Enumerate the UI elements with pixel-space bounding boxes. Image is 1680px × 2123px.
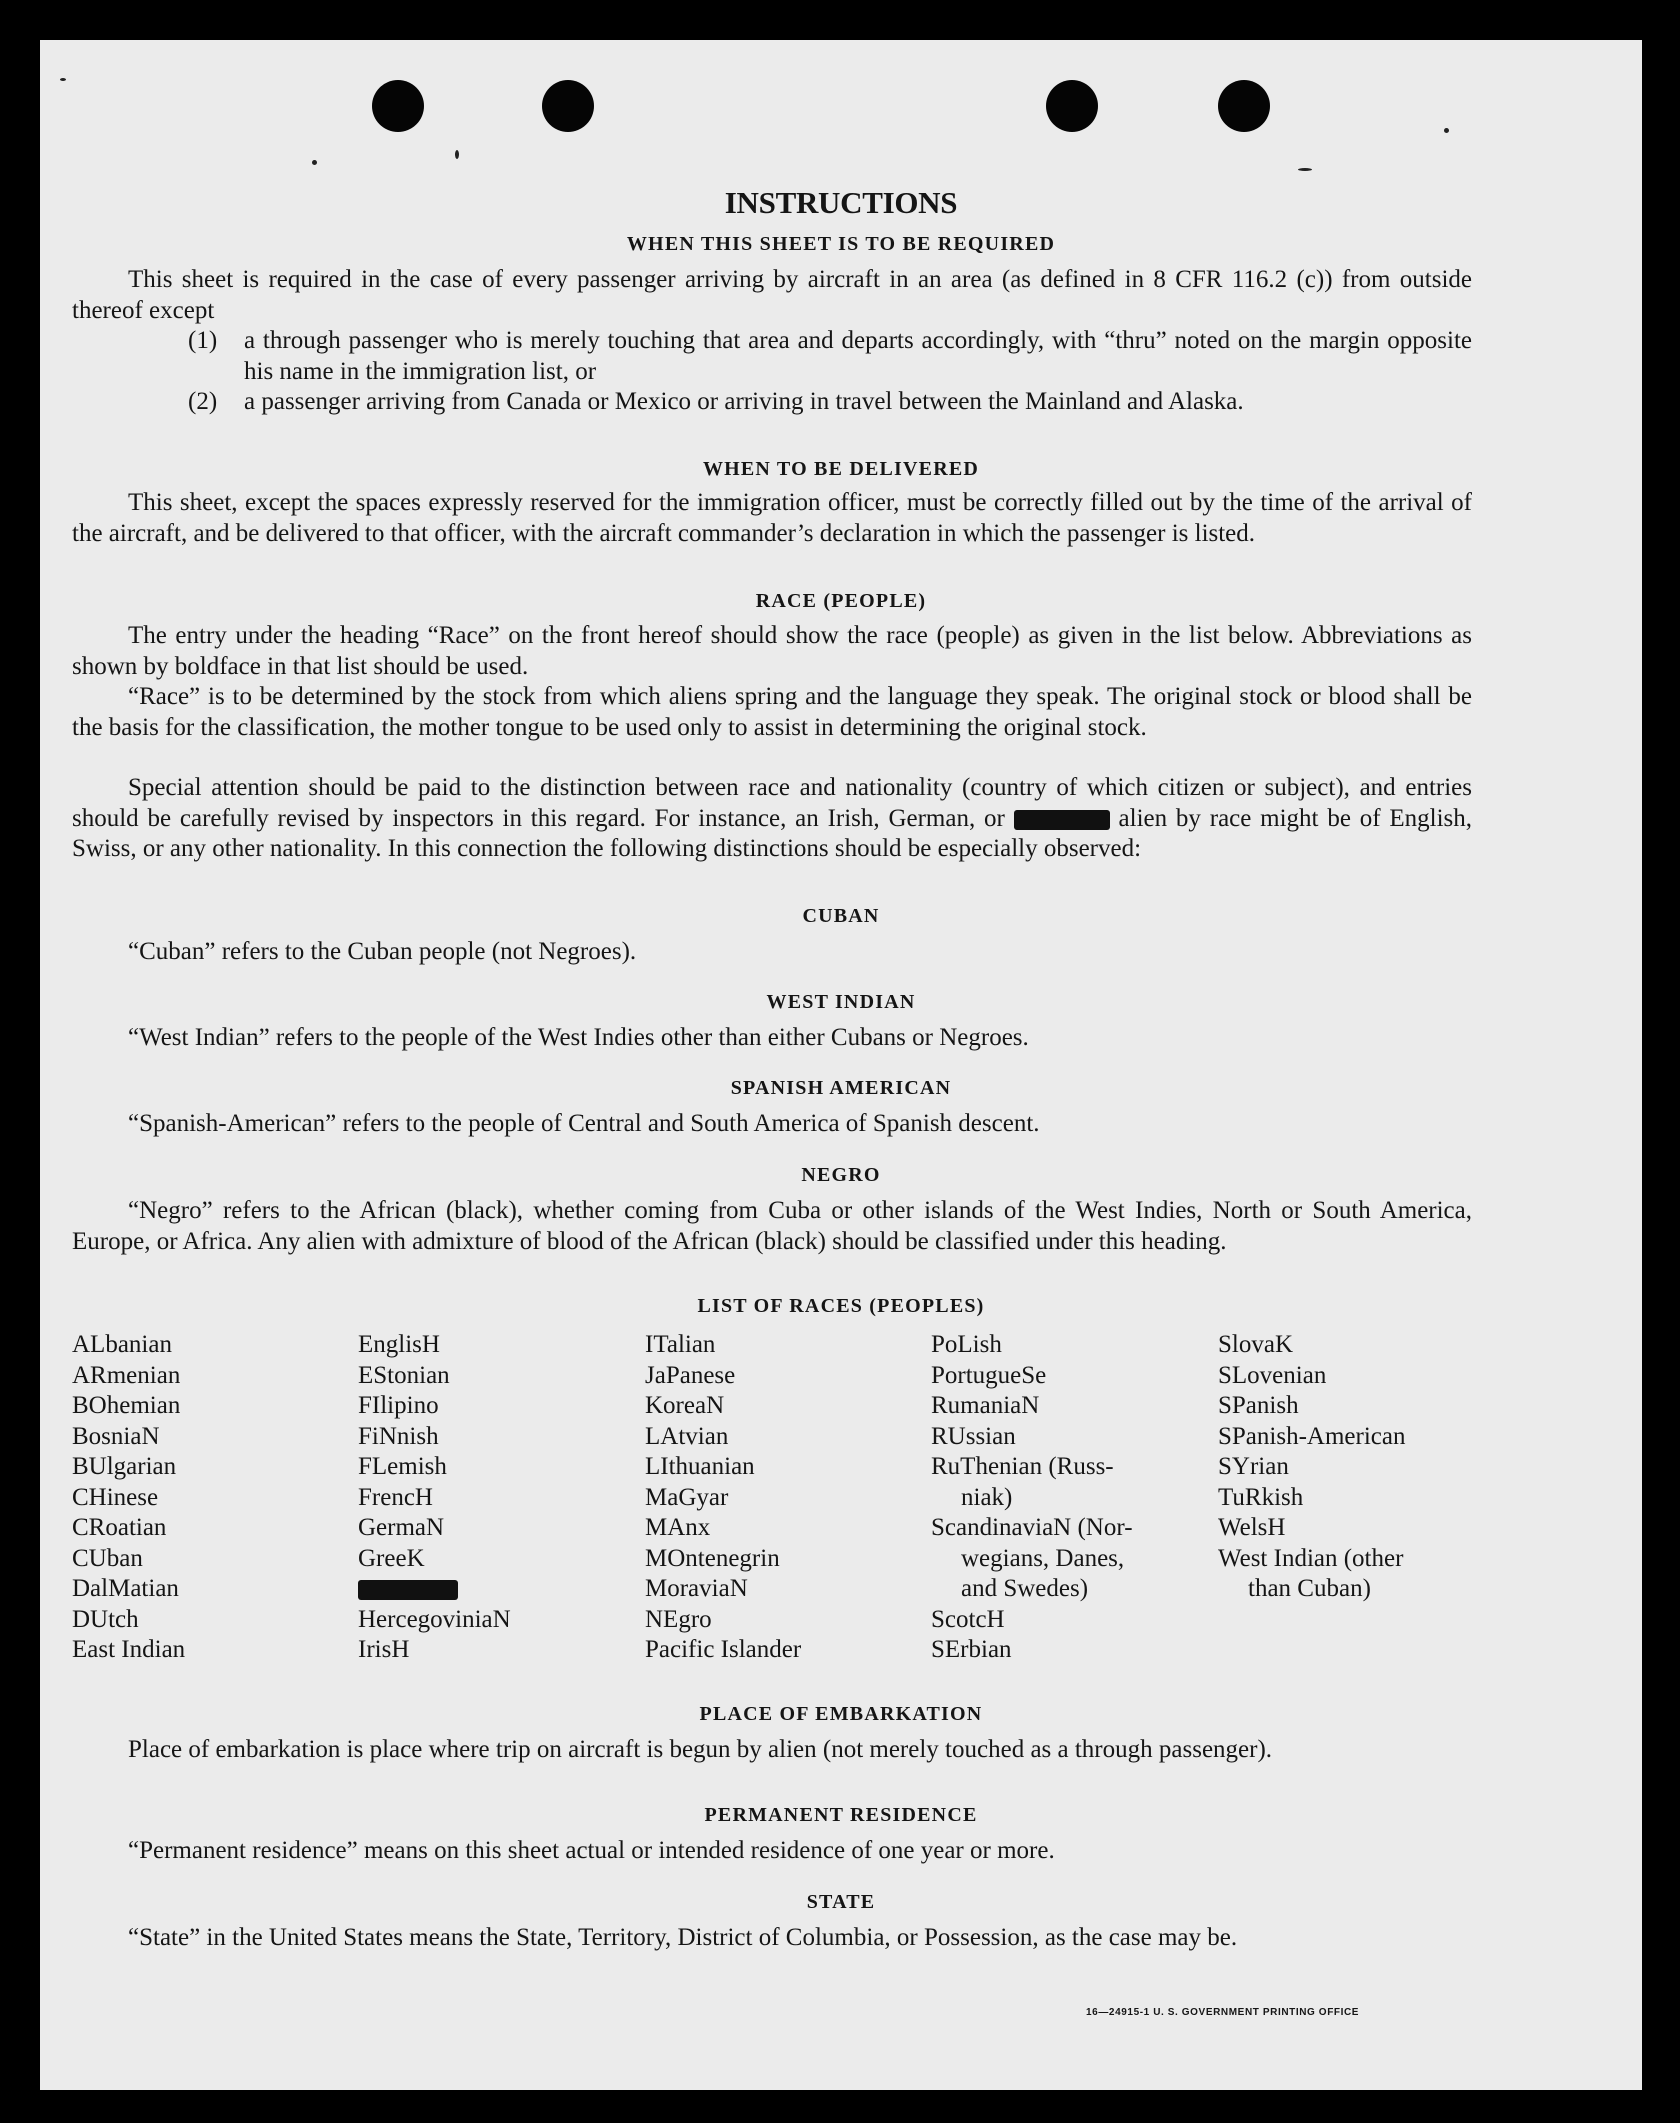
item-text: a passenger arriving from Canada or Mexico or arriving in travel between the Mainland and Alaska.	[244, 388, 1244, 415]
paragraph-when-delivered: This sheet, except the spaces expressly reserved for the immigration officer, must be correctly filled out by the time of the arrival of the aircraft, and be delivered to that officer, with the aircraft commander’s declaration in which the passenger is listed.	[72, 489, 1472, 547]
paragraph-west-indian: “West Indian” refers to the people of the West Indies other than either Cubans or Negroes.	[128, 1024, 1029, 1051]
race-entry: East Indian	[72, 1636, 186, 1663]
race-entry: EnglisH	[358, 1331, 440, 1358]
punch-hole	[542, 80, 594, 132]
punch-hole	[372, 80, 424, 132]
redaction-mark	[1014, 810, 1110, 830]
heading-when-required: WHEN THIS SHEET IS TO BE REQUIRED	[626, 233, 1056, 255]
paragraph-state: “State” in the United States means the State, Territory, District of Columbia, or Possession, as the case may be.	[128, 1924, 1238, 1951]
heading-state: STATE	[806, 1891, 876, 1913]
paragraph-when-required: This sheet is required in the case of every passenger arriving by aircraft in an area (as defined in 8 CFR 116.2 (c)) from outside thereof except	[72, 266, 1472, 324]
race-entry: BUlgarian	[72, 1453, 177, 1480]
race-entry: SYrian	[1218, 1453, 1289, 1480]
race-entry: ARmenian	[72, 1361, 181, 1389]
race-entry: ScandinaviaN (Nor-	[931, 1514, 1133, 1541]
race-entry: MaGyar	[645, 1483, 729, 1511]
races-column	[931, 1330, 1216, 1666]
heading-spanish-american: SPANISH AMERICAN	[730, 1077, 952, 1099]
race-entry: FLemish	[358, 1453, 447, 1480]
race-entry: PortugueSe	[931, 1361, 1047, 1389]
paragraph-race-3	[72, 773, 1472, 865]
speck	[60, 78, 66, 81]
race-entry: and Swedes)	[961, 1575, 1089, 1602]
race-entry: IrisH	[358, 1636, 410, 1663]
race-entry: MoraviaN	[645, 1575, 748, 1602]
race-entry-redacted	[358, 1574, 643, 1605]
heading-west-indian: WEST INDIAN	[766, 991, 916, 1013]
race-entry: HercegoviniaN	[358, 1605, 511, 1633]
paragraph-race-1: The entry under the heading “Race” on the front hereof should show the race (people) as given in the list below. Abbreviations as shown by boldface in that list should be used.	[72, 622, 1472, 680]
race-entry: Pacific Islander	[645, 1636, 802, 1663]
race-entry: SPanish	[1218, 1392, 1299, 1419]
race-entry: LAtvian	[645, 1422, 729, 1450]
item-number: (1)	[188, 327, 218, 354]
speck	[1444, 128, 1449, 133]
speck	[455, 150, 459, 159]
heading-when-delivered: WHEN TO BE DELIVERED	[702, 458, 980, 480]
races-column	[645, 1330, 930, 1666]
race-entry: FIlipino	[358, 1392, 439, 1419]
paragraph-cuban: “Cuban” refers to the Cuban people (not Negroes).	[128, 938, 637, 965]
race-entry: DalMatian	[72, 1575, 179, 1602]
race-entry: GermaN	[358, 1514, 445, 1541]
race-entry: ITalian	[645, 1331, 716, 1358]
race-entry: CRoatian	[72, 1514, 167, 1541]
race-entry: DUtch	[72, 1605, 139, 1633]
race-entry: FrencH	[358, 1483, 433, 1511]
race-entry: SPanish-American	[1218, 1422, 1406, 1450]
race-entry: SErbian	[931, 1636, 1012, 1663]
item-text: a through passenger who is merely touching that area and departs accordingly, with “thru” noted on the margin opposite his name in the immigration list, or	[244, 327, 1472, 385]
race-entry: MAnx	[645, 1514, 711, 1541]
race-entry: BOhemian	[72, 1392, 181, 1419]
race-3-text-after: alien by race might be of English, Swiss, or any other nationality. In this connection the following distinctions should be especially observed:	[72, 804, 1473, 862]
item-number: (2)	[188, 388, 218, 415]
race-entry: GreeK	[358, 1544, 425, 1572]
paragraph-embarkation: Place of embarkation is place where trip on aircraft is begun by alien (not merely touched as a through passenger).	[128, 1736, 1273, 1763]
speck	[1298, 168, 1312, 171]
speck	[312, 160, 317, 165]
race-entry: RUssian	[931, 1422, 1016, 1450]
race-entry: WelsH	[1218, 1514, 1286, 1541]
heading-permanent-residence: PERMANENT RESIDENCE	[704, 1804, 978, 1826]
race-entry: wegians, Danes,	[961, 1544, 1125, 1572]
race-entry: ALbanian	[72, 1331, 172, 1358]
race-3-text-before: Special attention should be paid to the distinction between race and nationality (country of which citizen or subject), and entries should be carefully revised by inspectors in this regard. For instance, an Irish, German, or	[72, 774, 1472, 832]
document-page	[40, 40, 1642, 2090]
race-entry: PoLish	[931, 1331, 1002, 1358]
race-entry: MOntenegrin	[645, 1544, 780, 1572]
race-entry: CHinese	[72, 1483, 159, 1511]
paragraph-spanish-american: “Spanish-American” refers to the people of Central and South America of Spanish descent.	[128, 1110, 1040, 1137]
heading-race: RACE (PEOPLE)	[755, 590, 927, 612]
race-entry: RuThenian (Russ-	[931, 1453, 1114, 1480]
punch-hole	[1218, 80, 1270, 132]
redaction-mark	[358, 1580, 458, 1600]
race-entry: KoreaN	[645, 1392, 725, 1419]
race-entry: than Cuban)	[1248, 1575, 1371, 1602]
race-entry: BosniaN	[72, 1422, 160, 1450]
race-entry: niak)	[961, 1483, 1013, 1511]
race-entry: EStonian	[358, 1361, 450, 1389]
race-entry: RumaniaN	[931, 1392, 1040, 1419]
paragraph-race-2: “Race” is to be determined by the stock from which aliens spring and the language they speak. The original stock or blood shall be the basis for the classification, the mother tongue to be used only to assist in determining the original stock.	[72, 683, 1472, 741]
races-column	[358, 1330, 643, 1666]
heading-list-of-races: LIST OF RACES (PEOPLES)	[697, 1295, 985, 1317]
heading-cuban: CUBAN	[802, 905, 880, 927]
list-item	[188, 326, 1472, 387]
race-entry: JaPanese	[645, 1361, 736, 1389]
heading-negro: NEGRO	[801, 1164, 881, 1186]
race-entry: West Indian (other	[1218, 1544, 1404, 1572]
page-title: INSTRUCTIONS	[724, 185, 958, 220]
paragraph-negro: “Negro” refers to the African (black), whether coming from Cuba or other islands of the West Indies, North or South America, Europe, or Africa. Any alien with admixture of blood of the African (black) should be classified under this heading.	[72, 1197, 1472, 1255]
race-entry: SlovaK	[1218, 1331, 1293, 1358]
race-entry: LIthuanian	[645, 1453, 755, 1480]
printer-imprint: 16—24915-1 U. S. GOVERNMENT PRINTING OFFICE	[1086, 2007, 1360, 2018]
races-column	[72, 1330, 357, 1666]
list-item	[188, 387, 1472, 418]
race-entry: SLovenian	[1218, 1361, 1327, 1389]
race-entry: TuRkish	[1218, 1483, 1304, 1511]
punch-hole	[1046, 80, 1098, 132]
paragraph-permanent-residence: “Permanent residence” means on this sheet actual or intended residence of one year or more.	[128, 1837, 1055, 1864]
race-entry: FiNnish	[358, 1422, 439, 1450]
race-entry: NEgro	[645, 1605, 712, 1633]
heading-embarkation: PLACE OF EMBARKATION	[699, 1703, 983, 1725]
races-column	[1218, 1330, 1503, 1605]
race-entry: ScotcH	[931, 1605, 1005, 1633]
race-entry: CUban	[72, 1544, 143, 1572]
